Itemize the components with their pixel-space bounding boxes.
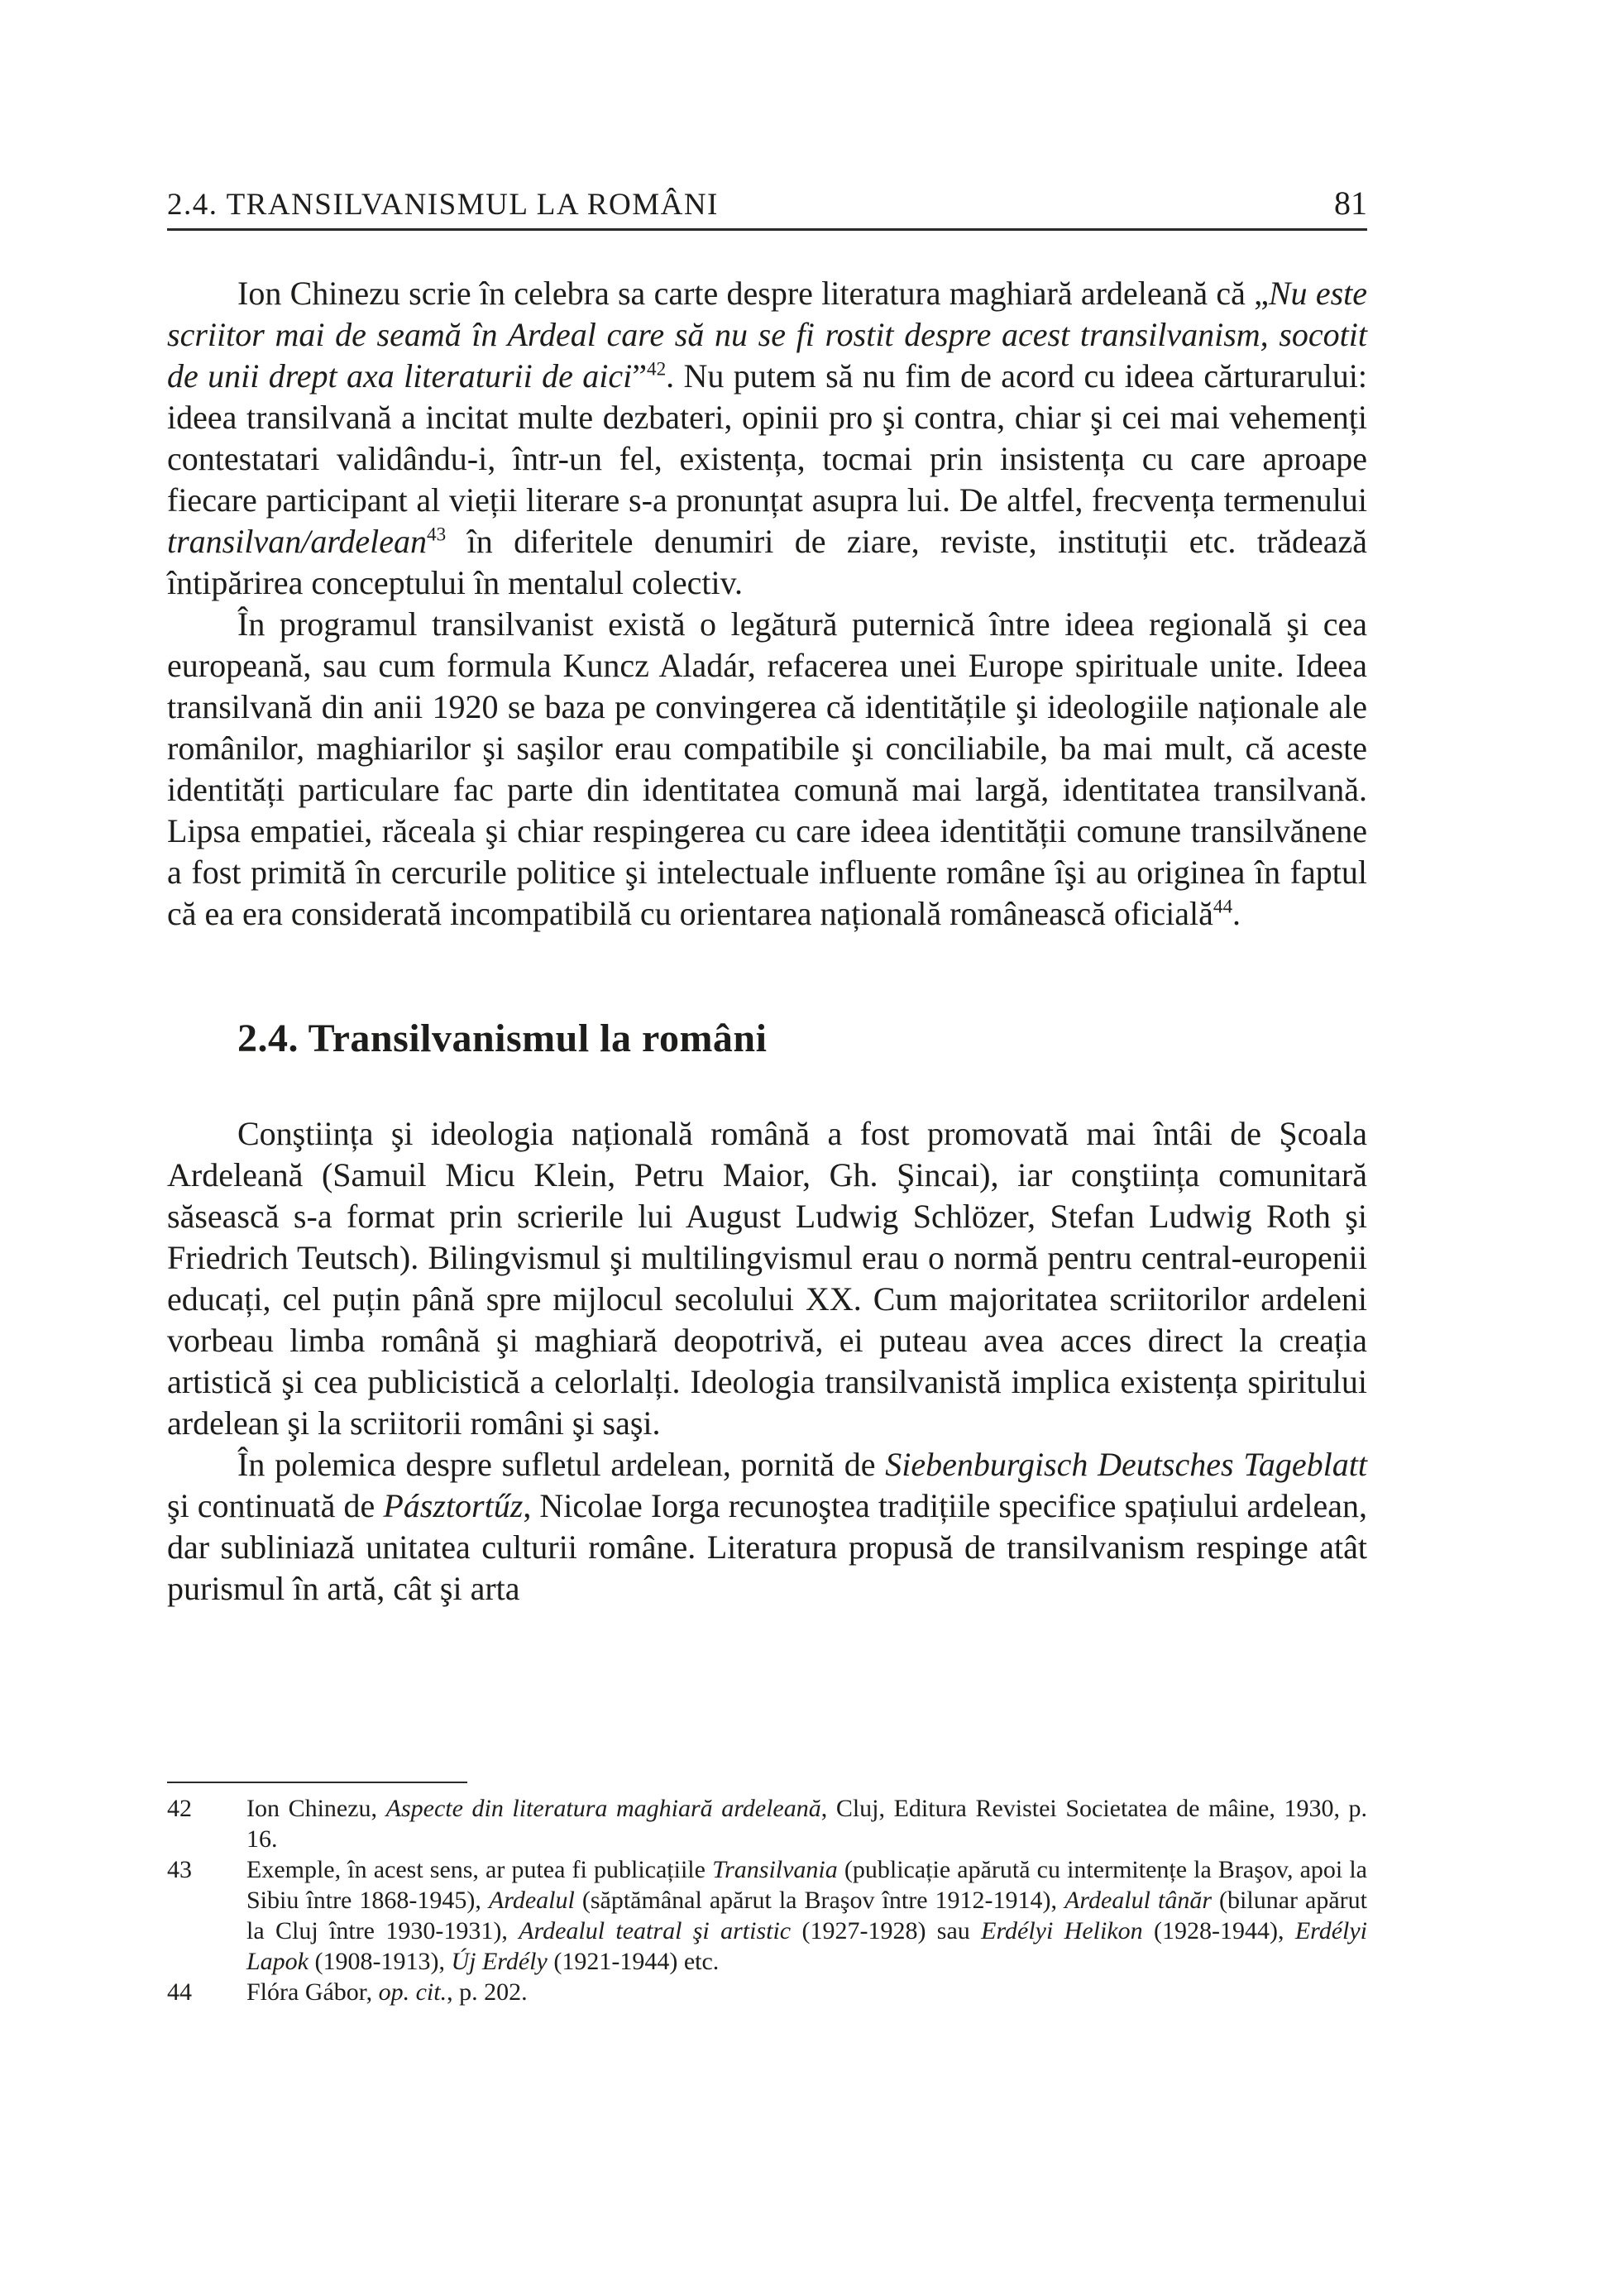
- footnote-44: [167, 1977, 1367, 2007]
- footnote-number: 44: [167, 1978, 192, 2006]
- footnote-43: [167, 1854, 1367, 1977]
- running-header: [167, 184, 1367, 222]
- footnote-separator-rule: [167, 1782, 467, 1783]
- header-rule: [167, 228, 1367, 231]
- running-header-title: 2.4. TRANSILVANISMUL LA ROMÂNI: [167, 188, 719, 222]
- footnote-number: 43: [167, 1856, 192, 1883]
- page-body: [167, 273, 1367, 1610]
- footnote-number: 42: [167, 1795, 192, 1822]
- paragraph-1: Ion Chinezu scrie în celebra sa carte despre literatura maghiară ardeleană că „Nu este scriitor mai de seamă în Ardeal care să nu se fi rostit despre acest transilvanism, socotit de unii drept axa literaturii de aici”$^{42}$. Nu putem să nu fim de acord cu ideea cărturarului: ideea transilvană a incitat multe dezbateri, opinii pro şi contra, chiar şi cei mai vehemenți contestatari validându-i, într-un fel, existența, tocmai prin insistența cu care aproape fiecare participant al vieții literare s-a pronunțat asupra lui. De altfel, frecvența termenului transilvan/ardelean$^{43}$ în diferitele denumiri de ziare, reviste, instituții etc. trădează întipărirea conceptului în mentalul colectiv.: [167, 275, 1368, 601]
- paragraph-4: În polemica despre sufletul ardelean, pornită de Siebenburgisch Deutsches Tageblatt şi continuată de Pásztortűz, Nicolae Iorga recunoştea tradițiile specifice spațiului ardelean, dar subliniază unitatea culturii române. Literatura propusă de transilvanism respinge atât purismul în artă, cât şi arta: [167, 1446, 1367, 1607]
- footnote-text: Exemple, în acest sens, ar putea fi publicațiile Transilvania (publicație apărută cu intermitențe la Braşov, apoi la Sibiu între 1868-1945), Ardealul (săptămânal apărut la Braşov între 1912-1914), Ardealul tânăr (bilunar apărut la Cluj între 1930-1931), Ardealul teatral şi artistic (1927-1928) sau Erdélyi Helikon (1928-1944), Erdélyi Lapok (1908-1913), Új Erdély (1921-1944) etc.: [246, 1856, 1368, 1975]
- footnotes-section: [167, 1782, 1367, 2007]
- footnote-42: [167, 1793, 1367, 1854]
- footnote-text: Ion Chinezu, Aspecte din literatura maghiară ardeleană, Cluj, Editura Revistei Societatea de mâine, 1930, p. 16.: [246, 1795, 1368, 1853]
- paragraph-3: Conştiința şi ideologia națională română a fost promovată mai întâi de Şcoala Ardeleană (Samuil Micu Klein, Petru Maior, Gh. Şincai), iar conştiința comunitară săsească s-a format prin scrierile lui August Ludwig Schlözer, Stefan Ludwig Roth şi Friedrich Teutsch). Bilingvismul şi multilingvismul erau o normă pentru central-europenii educați, cel puțin până spre mijlocul secolului XX. Cum majoritatea scriitorilor ardeleni vorbeau limba română şi maghiară deopotrivă, ei puteau avea acces direct la creația artistică şi cea publicistică a celorlalți. Ideologia transilvanistă implica existența spiritului ardelean şi la scriitorii români şi saşi.: [167, 1115, 1367, 1442]
- page-number: 81: [1334, 184, 1367, 222]
- section-heading: 2.4. Transilvanismul la români: [237, 1016, 768, 1060]
- footnote-text: Flóra Gábor, op. cit., p. 202.: [246, 1978, 528, 2006]
- paragraph-2: În programul transilvanist există o legătură puternică între ideea regională şi cea europeană, sau cum formula Kuncz Aladár, refacerea unei Europe spirituale unite. Ideea transilvană din anii 1920 se baza pe convingerea că identitățile şi ideologiile naționale ale românilor, maghiarilor şi saşilor erau compatibile şi conciliabile, ba mai mult, că aceste identități particulare fac parte din identitatea comună mai largă, identitatea transilvană. Lipsa empatiei, răceala şi chiar respingerea cu care ideea identității comune transilvănene a fost primită în cercurile politice şi intelectuale influente române îşi au originea în faptul că ea era considerată incompatibilă cu orientarea națională românească oficială$^{44}$.: [167, 605, 1367, 932]
